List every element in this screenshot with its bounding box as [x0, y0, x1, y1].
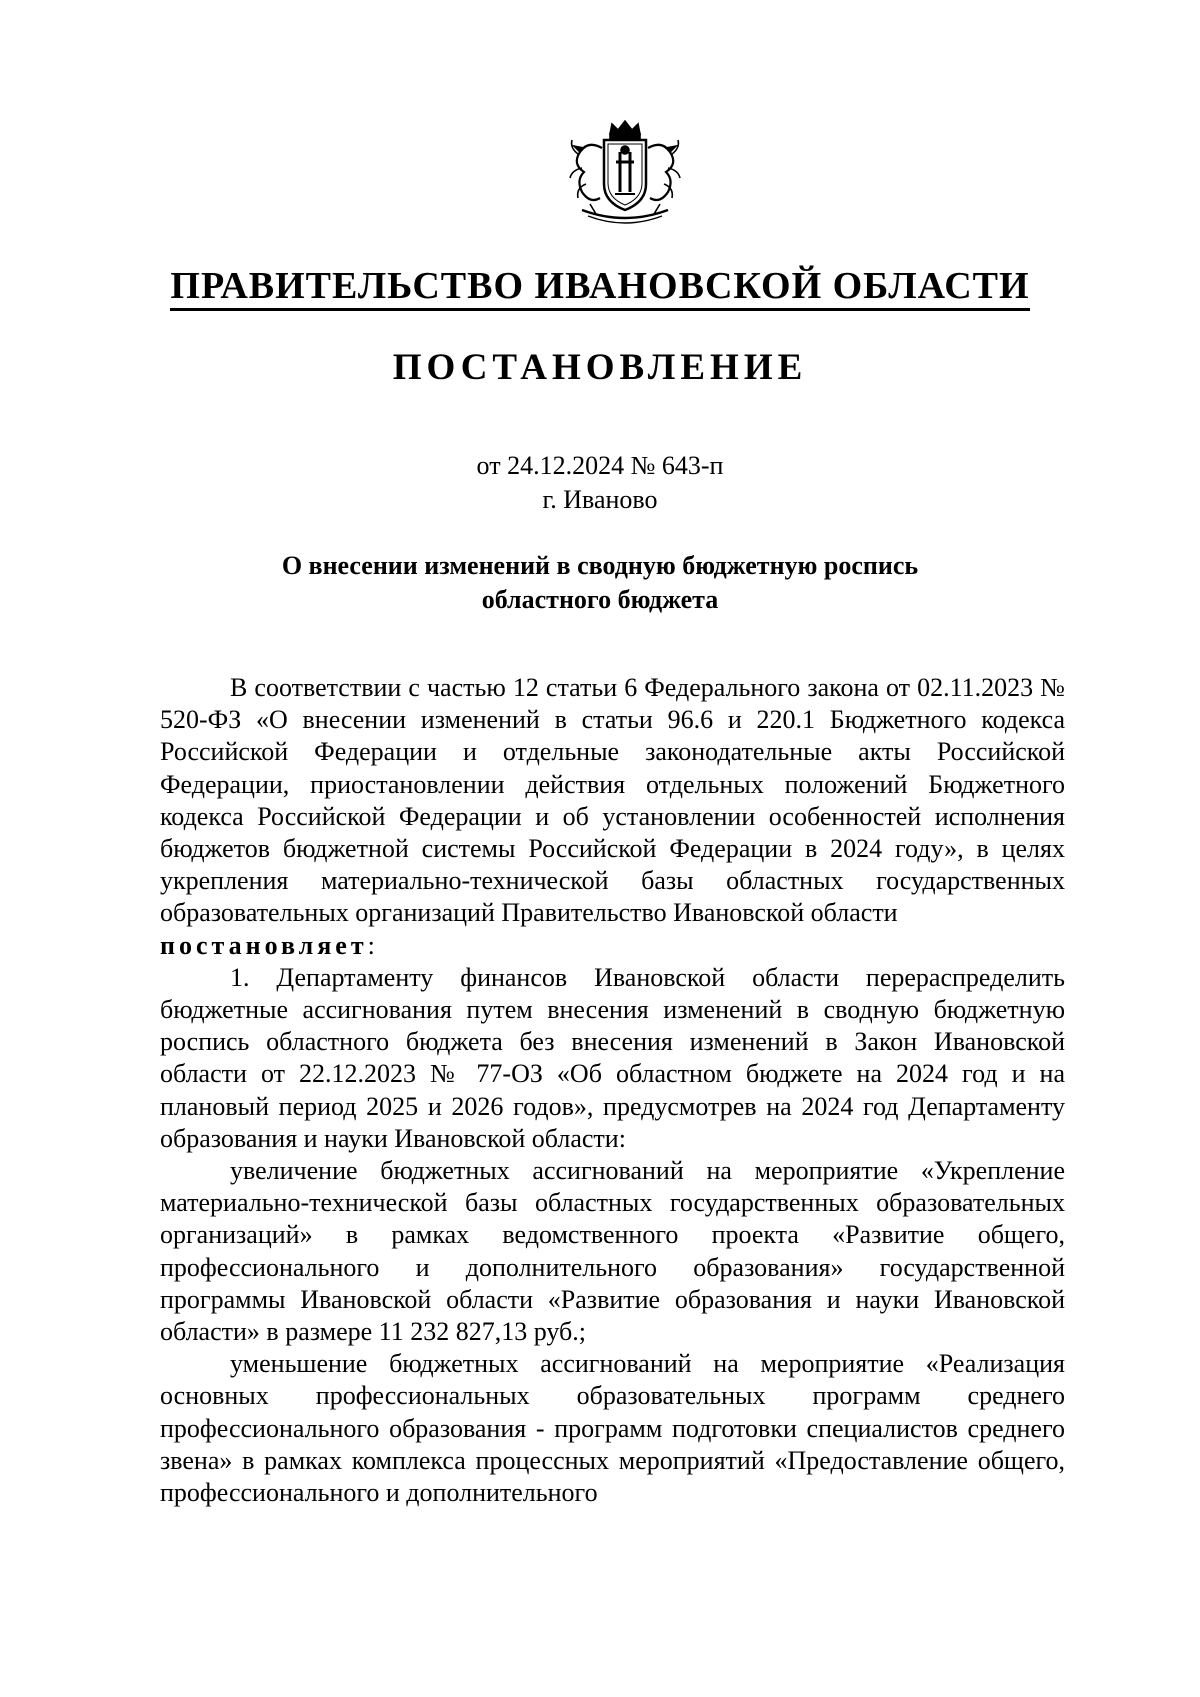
subject-line-1: О внесении изменений в сводную бюджетную роспись	[281, 551, 919, 580]
document-subject	[0, 549, 1200, 617]
document-city: г. Иваново	[542, 485, 658, 514]
decree-colon: :	[367, 930, 375, 960]
document-date-number: от 24.12.2024 № 643-п	[476, 451, 724, 480]
preamble-paragraph: В соответствии с частью 12 статьи 6 Федерального закона от 02.11.2023 № 520-ФЗ «О внесении изменений в статьи 96.6 и 220.1 Бюджетного кодекса Российской Федерации и отдельные законодательные акты Российской Федерации, приостановлении действия отдельных положений Бюджетного кодекса Российской Федерации и об установлении особенностей исполнения бюджетов бюджетной системы Российской Федерации в 2024 году», в целях укрепления материально-технической базы областных государственных образовательных организаций Правительство Ивановской области	[160, 673, 1065, 928]
document-meta	[0, 449, 1200, 517]
increase-paragraph: увеличение бюджетных ассигнований на мероприятие «Укрепление материально-технической базы областных государственных образовательных организаций» в рамках ведомственного проекта «Развитие общего, профессионального и дополнительного образования» государственной программы Ивановской области «Развитие образования и науки Ивановской области» в размере 11 232 827,13 руб.;	[160, 1156, 1065, 1347]
document-type-title: ПОСТАНОВЛЕНИЕ	[392, 347, 808, 388]
organization-title-text: ПРАВИТЕЛЬСТВО ИВАНОВСКОЙ ОБЛАСТИ	[170, 265, 1029, 311]
subject-line-2: областного бюджета	[481, 585, 719, 614]
document-body	[160, 672, 1065, 1509]
decrease-paragraph: уменьшение бюджетных ассигнований на мероприятие «Реализация основных профессиональных образовательных программ среднего профессионального образования - программ подготовки специалистов среднего звена» в рамках комплекса процессных мероприятий «Предоставление общего, профессионального и дополнительного	[160, 1349, 1065, 1508]
item-1-paragraph: 1. Департаменту финансов Ивановской области перераспределить бюджетные ассигнования путем внесения изменений в сводную бюджетную роспись областного бюджета без внесения изменений в Закон Ивановской области от 22.12.2023 № 77-ОЗ «Об областном бюджете на 2024 год и на плановый период 2025 и 2026 годов», предусмотрев на 2024 год Департаменту образования и науки Ивановской области:	[160, 962, 1065, 1153]
organization-title	[0, 263, 1200, 309]
coat-of-arms-emblem	[560, 118, 690, 230]
decree-word: постановляет	[160, 930, 368, 960]
decree-line	[160, 930, 1065, 962]
